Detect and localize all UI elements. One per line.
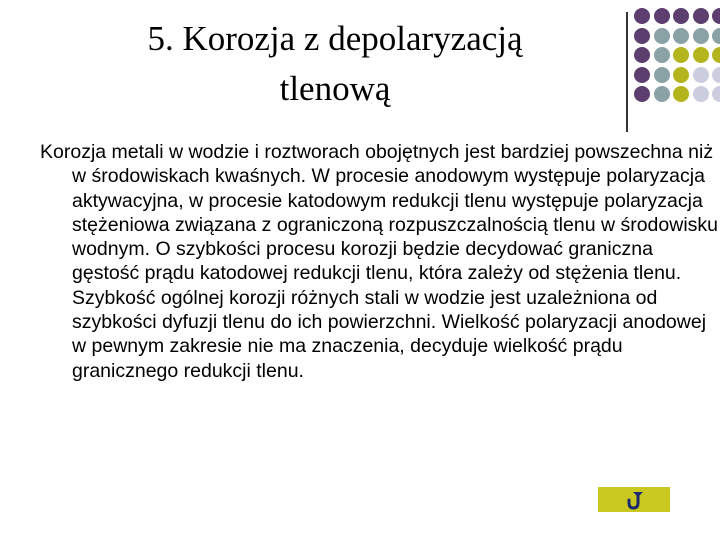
decorative-dot: [634, 47, 650, 63]
decorative-dot: [693, 8, 709, 24]
decorative-dot: [712, 47, 720, 63]
slide-title-line-1: 5. Korozja z depolaryzacją: [147, 19, 523, 58]
return-arrow-icon: [623, 490, 645, 511]
decorative-dot: [654, 28, 670, 44]
decorative-dot: [634, 28, 650, 44]
slide-title: [60, 14, 610, 114]
title-divider: [626, 12, 628, 132]
decorative-dot: [673, 86, 689, 102]
decorative-dot: [634, 8, 650, 24]
decorative-dot: [654, 67, 670, 83]
decorative-dot: [673, 8, 689, 24]
decorative-dot: [712, 8, 720, 24]
decorative-dot: [654, 8, 670, 24]
decorative-dot: [712, 86, 720, 102]
decorative-dot: [654, 86, 670, 102]
decorative-dot: [712, 67, 720, 83]
decorative-dot: [693, 47, 709, 63]
decorative-dot: [673, 28, 689, 44]
decorative-dot: [673, 67, 689, 83]
return-button[interactable]: [598, 487, 670, 512]
slide-title-line-2: tlenową: [279, 69, 391, 108]
body-paragraph: Korozja metali w wodzie i roztworach obojętnych jest bardziej powszechna niż w środowiskach kwaśnych. W procesie anodowym występuje polaryzacja aktywacyjna, w procesie katodowym redukcji tlenu występuje polaryzacja stężeniowa związana z ograniczoną rozpuszczalnością tlenu w środowisku wodnym. O szybkości procesu korozji będzie decydować graniczna gęstość prądu katodowej redukcji tlenu, która zależy od stężenia tlenu. Szybkość ogólnej korozji różnych stali w wodzie jest uzależniona od szybkości dyfuzji tlenu do ich powierzchni. Wielkość polaryzacji anodowej w pewnym zakresie nie ma znaczenia, decyduje wielkość prądu granicznego redukcji tlenu.: [40, 141, 718, 382]
decorative-dot: [693, 86, 709, 102]
decorative-dot: [693, 28, 709, 44]
decorative-dot: [673, 47, 689, 63]
decorative-dot: [712, 28, 720, 44]
decorative-dot: [634, 67, 650, 83]
decorative-dot: [634, 86, 650, 102]
decorative-dot: [693, 67, 709, 83]
decorative-dot: [654, 47, 670, 63]
